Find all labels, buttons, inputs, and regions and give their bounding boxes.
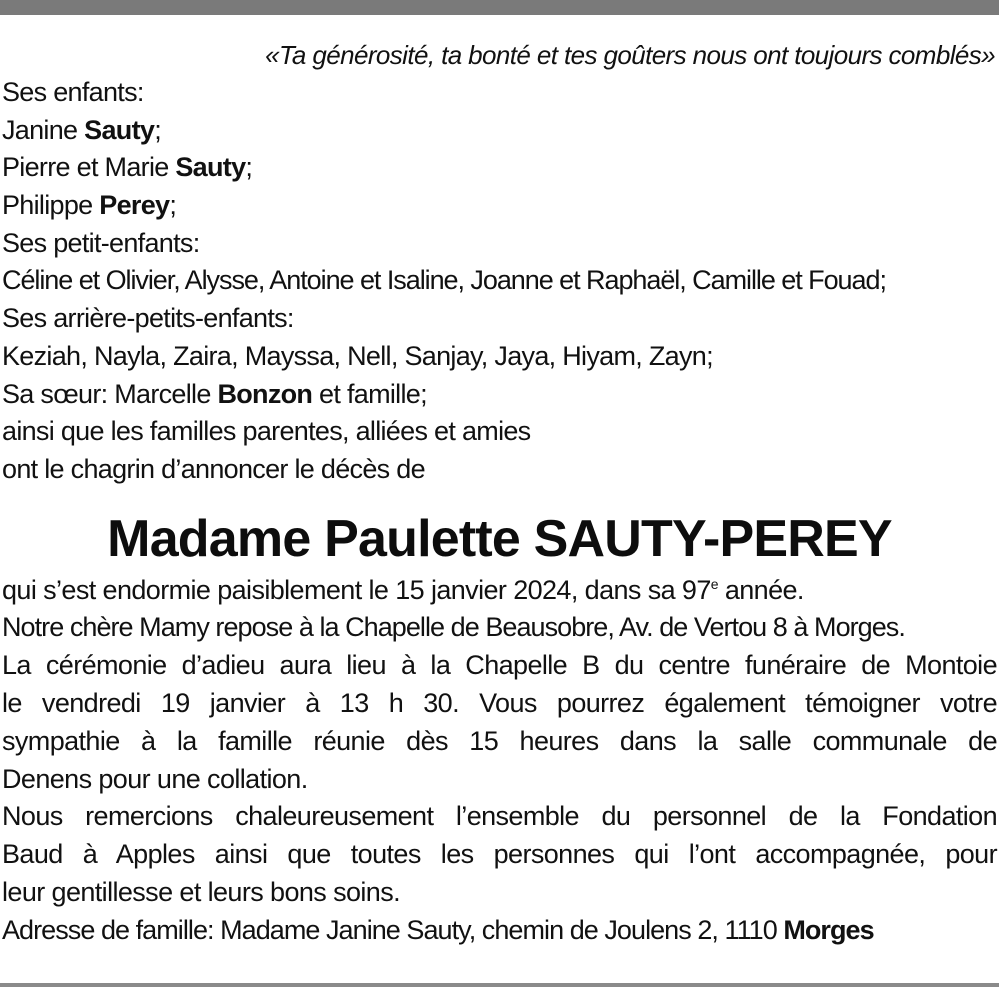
epigraph-quote: «Ta générosité, ta bonté et tes goûters nous ont toujours comblés» bbox=[265, 40, 995, 70]
ceremony-line-3: sympathie à la famille réunie dès 15 heures dans la salle communale de bbox=[2, 725, 997, 756]
deceased-name: Madame Paulette SAUTY-PEREY bbox=[107, 509, 892, 568]
child-entry-pierre-marie: Pierre et Marie Sauty; bbox=[2, 152, 253, 183]
great-grandchildren-label: Ses arrière-petits-enfants: bbox=[2, 303, 294, 334]
bottom-rule bbox=[0, 983, 999, 987]
great-grandchildren-names: Keziah, Nayla, Zaira, Mayssa, Nell, Sanjay, Jaya, Hiyam, Zayn; bbox=[2, 340, 713, 371]
ceremony-line-1: La cérémonie d’adieu aura lieu à la Chapelle B du centre funéraire de Montoie bbox=[2, 650, 997, 681]
family-list bbox=[2, 74, 997, 489]
announcement-line: ont le chagrin d’annoncer le décès de bbox=[2, 453, 425, 484]
ceremony-line-2: le vendredi 19 janvier à 13 h 30. Vous pourrez également témoigner votre bbox=[2, 687, 997, 718]
child-entry-philippe: Philippe Perey; bbox=[2, 190, 177, 221]
obituary-notice bbox=[2, 36, 997, 950]
sister-entry: Sa sœur: Marcelle Bonzon et famille; bbox=[2, 378, 427, 409]
notice-details bbox=[2, 572, 997, 950]
relatives-line: ainsi que les familles parentes, alliées et amies bbox=[2, 416, 531, 447]
surname: Perey bbox=[99, 190, 170, 221]
surname: Sauty bbox=[175, 152, 246, 183]
family-address: Adresse de famille: Madame Janine Sauty, chemin de Joulens 2, 1110 Morges bbox=[2, 914, 874, 945]
ceremony-line-4: Denens pour une collation. bbox=[2, 763, 308, 794]
top-rule bbox=[0, 0, 999, 15]
thanks-line-1: Nous remercions chaleureusement l’ensemble du personnel de la Fondation bbox=[2, 801, 997, 832]
rest-location-line: Notre chère Mamy repose à la Chapelle de Beausobre, Av. de Vertou 8 à Morges. bbox=[2, 612, 905, 643]
thanks-line-2: Baud à Apples ainsi que toutes les personnes qui l’ont accompagnée, pour bbox=[2, 839, 997, 870]
thanks-line-3: leur gentillesse et leurs bons soins. bbox=[2, 876, 401, 907]
grandchildren-label: Ses petit-enfants: bbox=[2, 227, 200, 258]
surname: Bonzon bbox=[217, 378, 313, 409]
grandchildren-names: Céline et Olivier, Alysse, Antoine et Isaline, Joanne et Raphaël, Camille et Fouad; bbox=[2, 265, 886, 296]
surname: Sauty bbox=[84, 114, 155, 145]
children-label: Ses enfants: bbox=[2, 77, 144, 107]
passing-line: qui s’est endormie paisiblement le 15 janvier 2024, dans sa 97e année. bbox=[2, 574, 804, 605]
address-city: Morges bbox=[783, 914, 874, 945]
child-entry-janine: Janine Sauty; bbox=[2, 114, 162, 145]
